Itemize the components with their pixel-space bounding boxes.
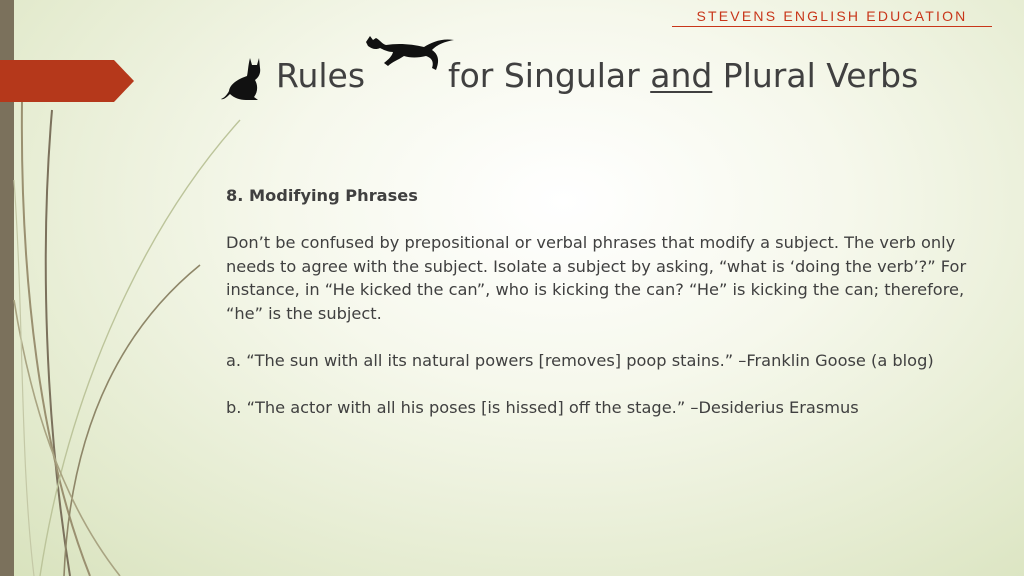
brand-header: STEVENS ENGLISH EDUCATION	[672, 8, 992, 27]
title-rest	[448, 56, 918, 95]
title-and: and	[650, 56, 713, 95]
slide-body	[226, 184, 986, 444]
sitting-cat-icon	[220, 54, 266, 102]
example-a: a. “The sun with all its natural powers [removes] poop stains.” –Franklin Goose (a blog)	[226, 351, 934, 371]
title-post: Plural Verbs	[712, 56, 919, 95]
section-heading: 8. Modifying Phrases	[226, 186, 418, 205]
leaping-cat-icon	[362, 32, 456, 76]
example-b: b. “The actor with all his poses [is hissed] off the stage.” –Desiderius Erasmus	[226, 398, 859, 418]
title-pre: for Singular	[448, 56, 651, 95]
title-rules: Rules	[276, 56, 366, 95]
red-arrow-banner	[0, 60, 134, 102]
explanation-paragraph: Don’t be confused by prepositional or verbal phrases that modify a subject. The verb only needs to agree with the subject. Isolate a subject by asking, “what is ‘doing the verb’?” For instance, in “He kicked the can”, who is kicking the can? “He” is kicking the can; therefore, “he” is the subject.	[226, 233, 967, 323]
